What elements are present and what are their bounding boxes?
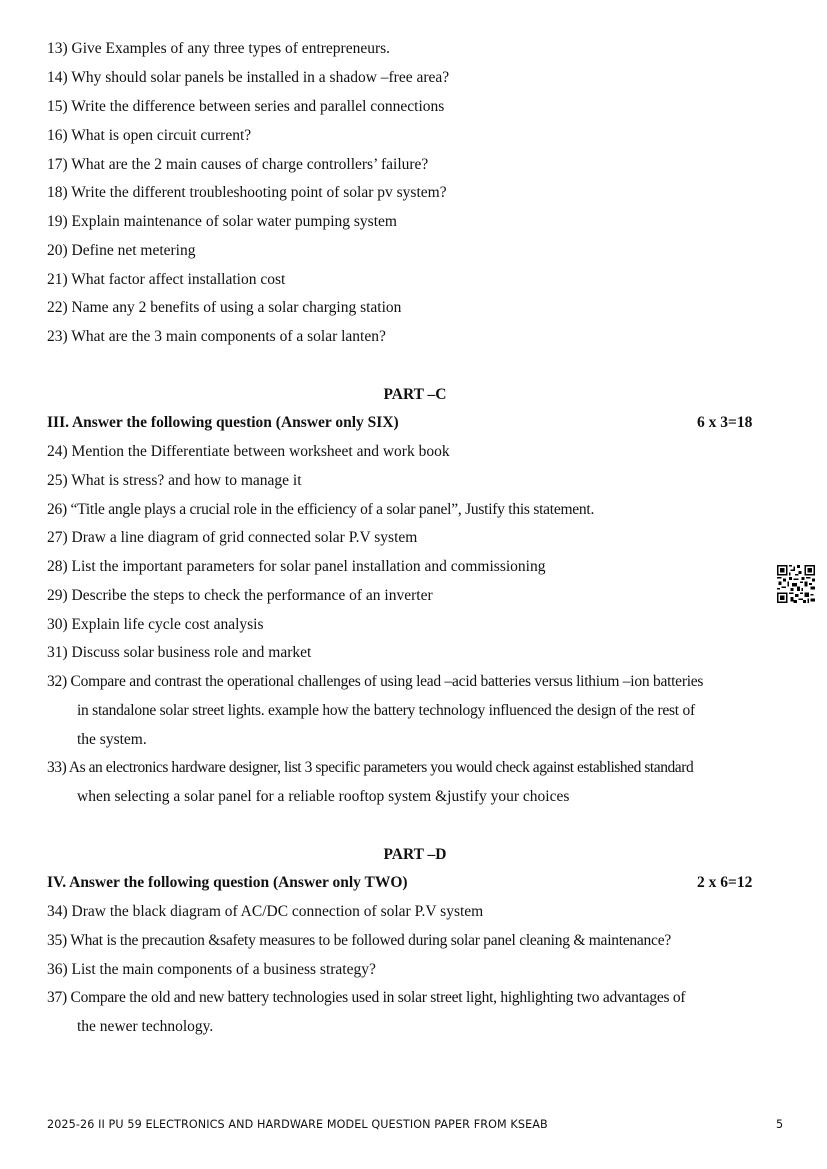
question-20: 20) Define net metering bbox=[47, 242, 196, 259]
question-18: 18) Write the different troubleshooting point of solar pv system? bbox=[47, 184, 447, 201]
question-26: 26) “Title angle plays a crucial role in the efficiency of a solar panel”, Justify this statement. bbox=[47, 501, 595, 518]
question-19: 19) Explain maintenance of solar water pumping system bbox=[47, 213, 397, 230]
footer-text: 2025-26 II PU 59 ELECTRONICS AND HARDWARE MODEL QUESTION PAPER FROM KSEAB bbox=[47, 1118, 548, 1131]
question-16: 16) What is open circuit current? bbox=[47, 127, 252, 144]
question-33-line-2: when selecting a solar panel for a reliable rooftop system &justify your choices bbox=[77, 788, 570, 805]
part-c-marks: 6 x 3=18 bbox=[697, 414, 753, 431]
question-22: 22) Name any 2 benefits of using a solar charging station bbox=[47, 299, 402, 316]
question-31: 31) Discuss solar business role and market bbox=[47, 644, 312, 661]
question-32-line-3: the system. bbox=[77, 731, 147, 748]
question-37-line-2: the newer technology. bbox=[77, 1018, 214, 1035]
part-d-instruction: IV. Answer the following question (Answer only TWO) bbox=[47, 874, 408, 891]
question-35: 35) What is the precaution &safety measures to be followed during solar panel cleaning & maintenance? bbox=[47, 932, 671, 949]
question-25: 25) What is stress? and how to manage it bbox=[47, 472, 302, 489]
question-29: 29) Describe the steps to check the performance of an inverter bbox=[47, 587, 433, 604]
question-30: 30) Explain life cycle cost analysis bbox=[47, 616, 264, 633]
question-17: 17) What are the 2 main causes of charge controllers’ failure? bbox=[47, 156, 429, 173]
question-34: 34) Draw the black diagram of AC/DC connection of solar P.V system bbox=[47, 903, 484, 920]
part-c-instruction: III. Answer the following question (Answer only SIX) bbox=[47, 414, 399, 431]
question-27: 27) Draw a line diagram of grid connected solar P.V system bbox=[47, 529, 418, 546]
page-number: 5 bbox=[776, 1118, 784, 1131]
part-d-marks: 2 x 6=12 bbox=[697, 874, 753, 891]
question-33-line-1: 33) As an electronics hardware designer, list 3 specific parameters you would check against established standard bbox=[47, 759, 694, 776]
part-d-title: PART –D bbox=[383, 846, 447, 863]
question-21: 21) What factor affect installation cost bbox=[47, 271, 286, 288]
question-32-line-1: 32) Compare and contrast the operational challenges of using lead –acid batteries versus lithium –ion batteries bbox=[47, 673, 704, 690]
question-23: 23) What are the 3 main components of a solar lanten? bbox=[47, 328, 386, 345]
question-36: 36) List the main components of a business strategy? bbox=[47, 961, 376, 978]
question-37-line-1: 37) Compare the old and new battery technologies used in solar street light, highlighting two advantages of bbox=[47, 989, 686, 1006]
question-24: 24) Mention the Differentiate between worksheet and work book bbox=[47, 443, 450, 460]
question-28: 28) List the important parameters for solar panel installation and commissioning bbox=[47, 558, 546, 575]
question-32-line-2: in standalone solar street lights. example how the battery technology influenced the design of the rest of bbox=[77, 702, 695, 719]
qr-code-icon bbox=[777, 565, 815, 603]
question-13: 13) Give Examples of any three types of entrepreneurs. bbox=[47, 40, 391, 57]
question-15: 15) Write the difference between series and parallel connections bbox=[47, 98, 445, 115]
question-14: 14) Why should solar panels be installed in a shadow –free area? bbox=[47, 69, 450, 86]
part-c-title: PART –C bbox=[383, 386, 447, 403]
